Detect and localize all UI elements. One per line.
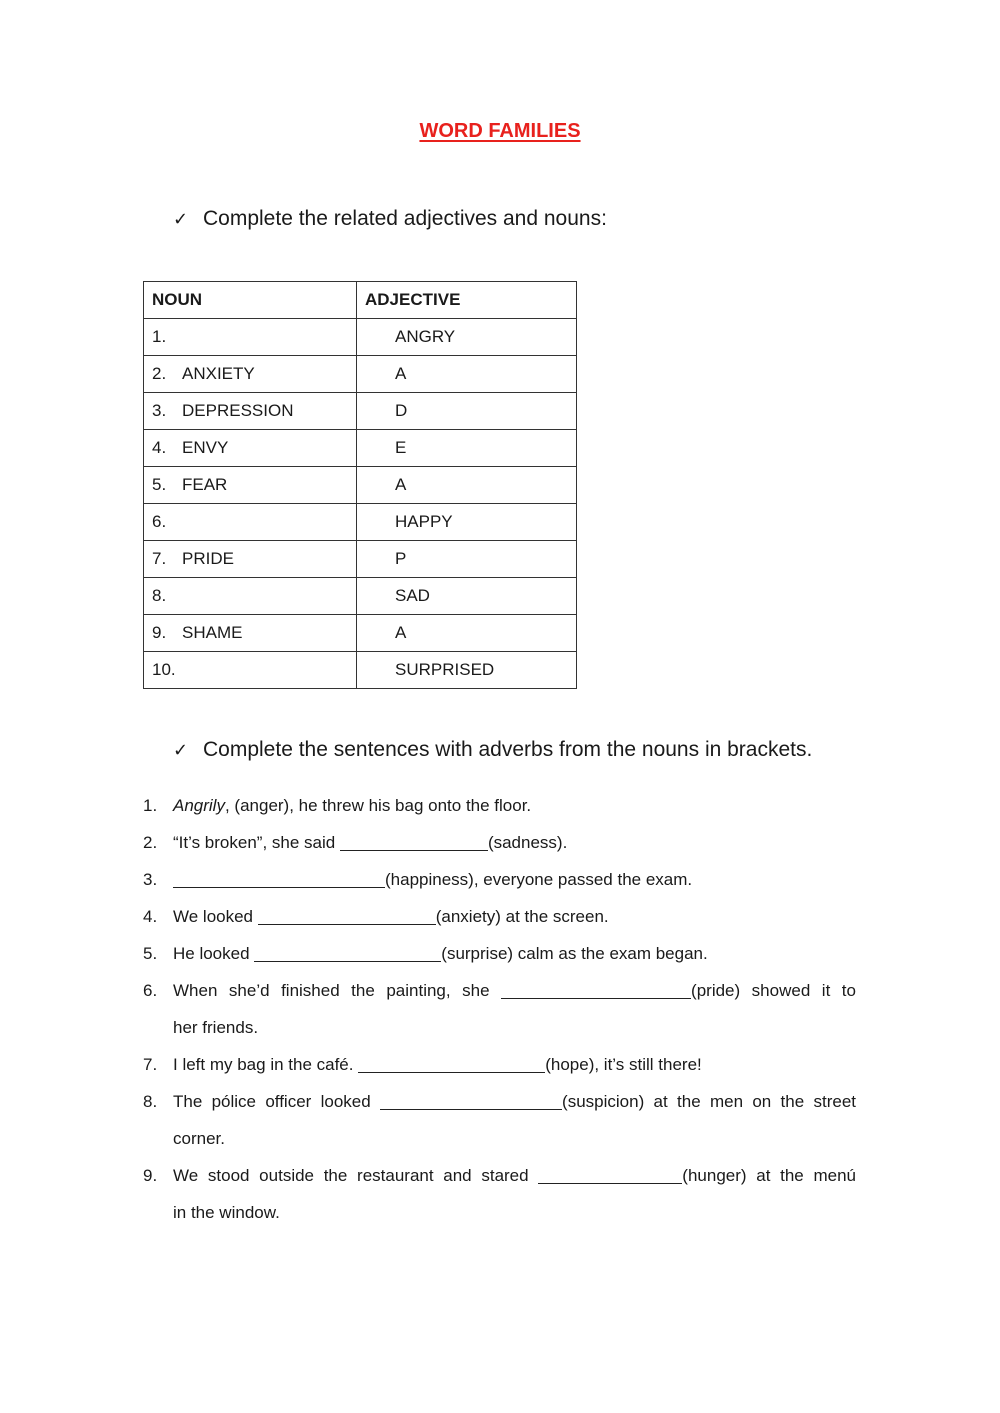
list-item: 8. The pólice officer looked (suspicion) at the men on the street corner.	[143, 1092, 856, 1148]
table-row	[144, 615, 577, 652]
header-noun: NOUN	[144, 282, 357, 319]
checkmark-icon: ✓	[173, 208, 189, 229]
adjective-cell[interactable]: A	[357, 467, 577, 504]
adjective-cell[interactable]: SAD	[357, 578, 577, 615]
list-item: 1. Angrily, (anger), he threw his bag onto the floor.	[143, 796, 532, 815]
table-row	[144, 541, 577, 578]
list-item: 7. I left my bag in the café. (hope), it’s still there!	[143, 1055, 702, 1074]
answer-blank[interactable]	[358, 1054, 545, 1073]
table-row	[144, 430, 577, 467]
table-row	[144, 504, 577, 541]
list-item: 4. We looked (anxiety) at the screen.	[143, 907, 609, 926]
list-item: 9. We stood outside the restaurant and stared (hunger) at the menú in the window.	[143, 1166, 856, 1222]
answer-blank[interactable]	[340, 832, 488, 851]
instruction-text: Complete the sentences with adverbs from the nouns in brackets.	[203, 738, 813, 761]
answer-blank[interactable]	[501, 980, 691, 999]
answer-blank[interactable]	[538, 1165, 682, 1184]
noun-cell[interactable]: 1.	[144, 319, 357, 356]
noun-cell[interactable]: 10.	[144, 652, 357, 689]
word-families-table	[143, 281, 577, 689]
list-item: 3. (happiness), everyone passed the exam.	[143, 870, 693, 889]
adjective-cell[interactable]: A	[357, 615, 577, 652]
noun-cell[interactable]: 7. PRIDE	[144, 541, 357, 578]
noun-cell[interactable]: 6.	[144, 504, 357, 541]
adjective-cell[interactable]: SURPRISED	[357, 652, 577, 689]
example-answer: Angrily	[173, 796, 225, 815]
noun-cell[interactable]: 2. ANXIETY	[144, 356, 357, 393]
table-header-row	[144, 282, 577, 319]
table-row	[144, 467, 577, 504]
table-row	[144, 319, 577, 356]
noun-cell[interactable]: 4. ENVY	[144, 430, 357, 467]
adjective-cell[interactable]: D	[357, 393, 577, 430]
worksheet-title: WORD FAMILIES	[419, 120, 581, 142]
list-item: 6. When she’d finished the painting, she (pride) showed it to her friends.	[143, 981, 856, 1037]
instruction-adverbs	[173, 738, 812, 762]
adjective-cell[interactable]: E	[357, 430, 577, 467]
checkmark-icon: ✓	[173, 739, 189, 760]
instruction-text: Complete the related adjectives and nouns:	[203, 207, 607, 230]
answer-blank[interactable]	[380, 1091, 562, 1110]
answer-blank[interactable]	[258, 906, 436, 925]
adjective-cell[interactable]: A	[357, 356, 577, 393]
adjective-cell[interactable]: P	[357, 541, 577, 578]
answer-blank[interactable]	[254, 943, 441, 962]
noun-cell[interactable]: 8.	[144, 578, 357, 615]
table-row	[144, 356, 577, 393]
header-adjective: ADJECTIVE	[357, 282, 577, 319]
adjective-cell[interactable]: HAPPY	[357, 504, 577, 541]
adjective-cell[interactable]: ANGRY	[357, 319, 577, 356]
list-item: 2. “It’s broken”, she said (sadness).	[143, 833, 568, 852]
instruction-adjectives-nouns	[173, 207, 607, 231]
table-row	[144, 578, 577, 615]
sentence-list	[143, 787, 856, 1231]
noun-cell[interactable]: 3. DEPRESSION	[144, 393, 357, 430]
noun-cell[interactable]: 5. FEAR	[144, 467, 357, 504]
noun-cell[interactable]: 9. SHAME	[144, 615, 357, 652]
list-item: 5. He looked (surprise) calm as the exam began.	[143, 944, 708, 963]
table-row	[144, 393, 577, 430]
table-row	[144, 652, 577, 689]
answer-blank[interactable]	[173, 869, 385, 888]
